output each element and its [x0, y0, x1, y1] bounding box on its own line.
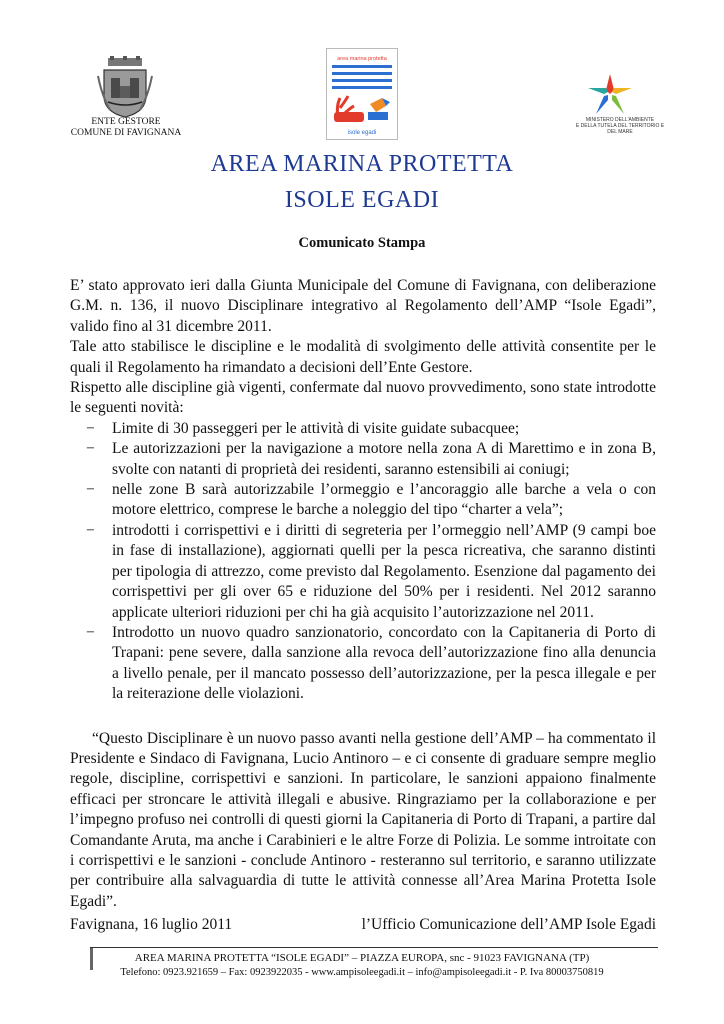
title-isole-egadi: ISOLE EGADI — [284, 187, 440, 213]
list-item: − introdotti i corrispettivi e i diritti di segreteria per l’ormeggio nell’AMP (9 campi boe in fase di installazione), aggiornati quelli per la pesca ricreativa, che saranno distinti per tipologia di attrezzo, come previsto dal Regolamento. Esenzione dal pagamento dei corrispettivi per gli over 65 e riduzione del 50% per i residenti. Nel 2012 saranno applicate ulteriori riduzioni per chi ha già acquisito l’autorizzazione nel 2011. — [70, 521, 656, 623]
list-item: − nelle zone B sarà autorizzabile l’ormeggio e l’ancoraggio alle barche a vela o con motore elettrico, comprese le barche a noleggio del tipo “charter a vela”; — [70, 480, 656, 521]
amp-logo-bottom-text: isole egadi — [347, 130, 377, 136]
document-body — [70, 276, 656, 912]
comune-label: COMUNE DI FAVIGNANA — [70, 128, 182, 138]
title-area-marina-protetta: AREA MARINA PROTETTA — [210, 151, 514, 177]
ministero-ambiente-logo-icon — [584, 70, 636, 118]
paragraph-discipline: Tale atto stabilisce le discipline e le modalità di svolgimento delle attività consentite per le quali il Regolamento ha rimandato a decisioni dell’Ente Gestore. — [70, 338, 656, 376]
list-item: − Le autorizzazioni per la navigazione a motore nella zona A di Marettimo e in zona B, svolte con natanti di proprietà dei residenti, saranno estensibili ai coniugi; — [70, 439, 656, 480]
quote-paragraph: “Questo Disciplinare è un nuovo passo avanti nella gestione dell’AMP – ha commentato il Presidente e Sindaco di Favignana, Lucio Antinoro – e ci consente di graduare sempre meglio regole, discipline, corrispettivi e sanzioni. In particolare, le sanzioni appaiono finalmente efficaci per stroncare le attività illegali e abusive. Ringraziamo per la collaborazione e per l’impegno profuso nei controlli di questi giorni la Capitaneria di Porto di Trapani, a partire dal Comandante Aruta, ma anche i Carabinieri e le altre Forze di Polizia. Le somme introitate con i corrispettivi e le sanzioni - conclude Antinoro - resteranno sul territorio, e saranno utilizzate per contribuire alla salvaguardia di tutte le attività connesse all’Area Marina Protetta Isole Egadi”. — [70, 729, 656, 910]
list-item: − Limite di 30 passeggeri per le attività di visite guidate subacquee; — [70, 419, 656, 439]
ministero-caption — [572, 117, 668, 135]
footer-divider — [90, 947, 658, 948]
amp-isole-egadi-logo — [326, 48, 398, 140]
paragraph-approvazione: E’ stato approvato ieri dalla Giunta Municipale del Comune di Favignana, con deliberazione G.M. n. 136, il nuovo Disciplinare integrativo al Regolamento dell’AMP “Isole Egadi”, valido fino al 31 dicembre 2011. — [70, 277, 656, 335]
ministero-line1: MINISTERO DELL'AMBIENTE — [585, 117, 655, 123]
footer-address: AREA MARINA PROTETTA “ISOLE EGADI” – PIAZZA EUROPA, snc - 91023 FAVIGNANA (TP) — [134, 952, 590, 964]
list-item: − Introdotto un nuovo quadro sanzionatorio, concordato con la Capitaneria di Porto di Trapani: pene severe, dalla sanzione alla revoca dell’autorizzazione fino alla denuncia a livello penale, per il mancato possesso dell’autorizzazione, per la pesca illegale e per la reiterazione delle violazioni. — [70, 623, 656, 705]
ente-label: ENTE GESTORE — [91, 117, 161, 127]
paragraph-novita-intro: Rispetto alle discipline già vigenti, confermate dal nuovo provvedimento, sono state introdotte le seguenti novità: — [70, 379, 656, 417]
amp-logo-top-text: area marina protetta — [337, 56, 387, 62]
date-place: Favignana, 16 luglio 2011 — [70, 916, 233, 933]
comune-crest-icon — [96, 56, 154, 118]
signature: l’Ufficio Comunicazione dell’AMP Isole Egadi — [361, 916, 656, 933]
ente-gestore-caption — [56, 117, 196, 139]
novita-list — [70, 419, 656, 705]
document-heading: Comunicato Stampa — [298, 235, 426, 251]
ministero-line2: E DELLA TUTELA DEL TERRITORIO E DEL MARE — [575, 123, 665, 135]
footer-contacts: Telefono: 0923.921659 – Fax: 0923922035 - www.ampisoleegadi.it – info@ampisoleegadi.it - P. Iva 80003750819 — [120, 967, 604, 978]
